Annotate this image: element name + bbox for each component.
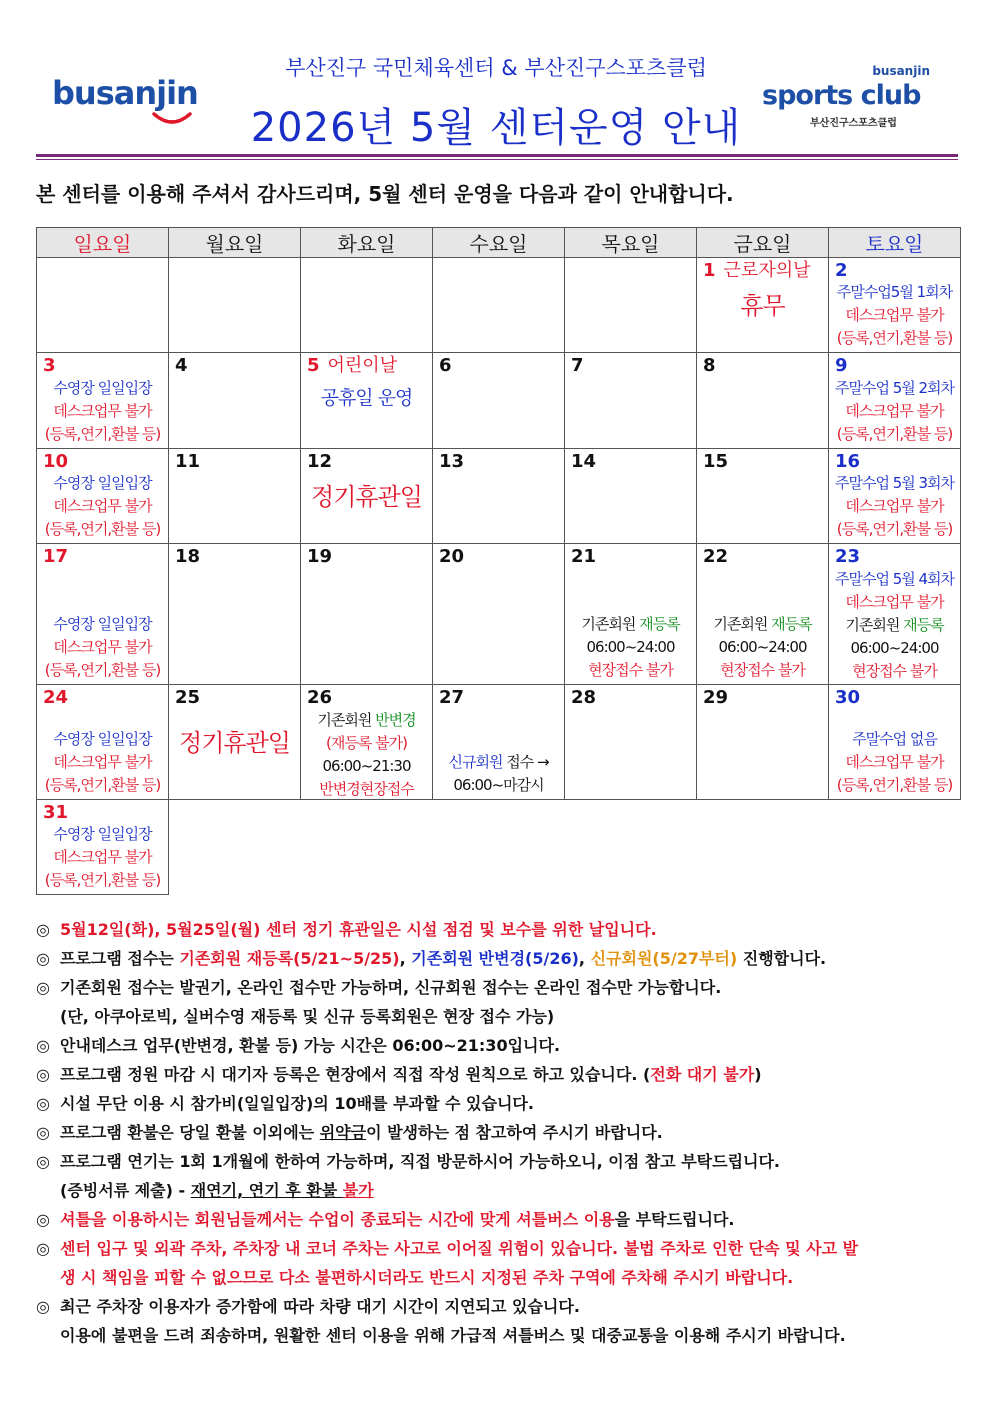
calendar-day-cell bbox=[37, 800, 169, 895]
day-notes bbox=[829, 472, 960, 541]
day-number bbox=[835, 451, 860, 473]
page-header bbox=[0, 0, 992, 160]
notice-text: 전화 대기 불가 bbox=[650, 1065, 755, 1084]
day-number bbox=[439, 451, 464, 473]
day-number-text: 2 bbox=[835, 260, 848, 281]
notice-item bbox=[36, 1176, 966, 1205]
day-note-fragment: 재등록 bbox=[639, 615, 680, 633]
calendar-table bbox=[36, 227, 961, 895]
calendar-day-cell bbox=[301, 258, 433, 353]
day-notes bbox=[37, 377, 168, 446]
calendar-day-cell bbox=[697, 544, 829, 685]
day-note-fragment: 기존회원 bbox=[713, 615, 772, 633]
calendar-day-cell bbox=[37, 353, 169, 449]
day-note-line bbox=[697, 613, 828, 636]
day-note-line: 데스크업무 불가 bbox=[53, 497, 152, 515]
title-divider-thin bbox=[36, 159, 958, 160]
bullet-icon: ◎ bbox=[36, 978, 50, 997]
sportsclub-logo-text: sports club bbox=[762, 80, 921, 111]
notice-text: , bbox=[578, 949, 591, 968]
day-note-line: 데스크업무 불가 bbox=[845, 306, 944, 324]
notice-item bbox=[36, 1234, 966, 1263]
calendar-week-row bbox=[37, 258, 961, 353]
notice-text: 안내데스크 업무(반변경, 환불 등) 가능 시간은 06:00~21:30입니다. bbox=[60, 1036, 561, 1055]
day-notes bbox=[433, 751, 564, 797]
day-note-line: 주말수업 5월 4회차 bbox=[834, 570, 955, 588]
day-note-line: 데스크업무 불가 bbox=[845, 593, 944, 611]
notice-text: 최근 주차장 이용자가 증가함에 따라 차량 대기 시간이 지연되고 있습니다. bbox=[60, 1297, 580, 1316]
day-note-fragment: 재등록 bbox=[903, 616, 944, 634]
calendar-week-row bbox=[37, 685, 961, 800]
day-note-line: 주말수업5월 1회차 bbox=[836, 283, 953, 301]
calendar-day-cell bbox=[565, 258, 697, 353]
intro-text: 본 센터를 이용해 주셔서 감사드리며, 5월 센터 운영을 다음과 같이 안내합니다. bbox=[36, 182, 734, 206]
calendar-day-cell bbox=[829, 685, 961, 800]
day-note-line: (등록,연기,환불 등) bbox=[836, 425, 953, 443]
notice-list bbox=[36, 915, 966, 1350]
day-number bbox=[43, 451, 68, 473]
day-number-text: 28 bbox=[571, 687, 597, 708]
page-title: 2026년 5월 센터운영 안내 bbox=[250, 105, 742, 151]
notice-text: 프로그램 접수는 bbox=[60, 949, 180, 968]
notice-item bbox=[36, 944, 966, 973]
calendar-day-cell bbox=[301, 685, 433, 800]
notice-item bbox=[36, 1292, 966, 1321]
notice-text: 위약금 bbox=[319, 1123, 367, 1142]
day-notes bbox=[697, 291, 828, 321]
day-note-line: 06:00~24:00 bbox=[850, 639, 939, 657]
day-number-text: 9 bbox=[835, 355, 848, 376]
day-number-text: 22 bbox=[703, 546, 729, 567]
day-number-text: 10 bbox=[43, 451, 69, 472]
title-divider bbox=[36, 154, 958, 157]
day-notes bbox=[37, 472, 168, 541]
calendar-day-cell bbox=[37, 685, 169, 800]
day-notes bbox=[829, 568, 960, 683]
notice-text: ) bbox=[754, 1065, 762, 1084]
day-note-fragment: 반변경 bbox=[375, 711, 416, 729]
day-number-text: 6 bbox=[439, 355, 452, 376]
sportsclub-logo bbox=[762, 64, 942, 130]
day-number-text: 1 bbox=[703, 260, 716, 281]
bullet-icon: ◎ bbox=[36, 1065, 50, 1084]
day-number-text: 18 bbox=[175, 546, 201, 567]
notice-text: 5월12일(화), 5월25일(월) 센터 정기 휴관일은 시설 점검 및 보수를 위한 날입니다. bbox=[60, 920, 657, 939]
notice-item bbox=[36, 1118, 966, 1147]
day-number bbox=[703, 355, 716, 377]
calendar-body bbox=[37, 258, 961, 895]
sportsclub-logo-small: busanjin bbox=[872, 64, 930, 78]
day-note-line: 데스크업무 불가 bbox=[845, 402, 944, 420]
weekday-header: 금요일 bbox=[697, 228, 829, 258]
day-note-line: 데스크업무 불가 bbox=[53, 638, 152, 656]
calendar-day-cell bbox=[37, 258, 169, 353]
day-note-line: 수영장 일일입장 bbox=[53, 615, 152, 633]
day-note-fragment: 재등록 bbox=[771, 615, 812, 633]
day-note-line: (등록,연기,환불 등) bbox=[836, 329, 953, 347]
calendar-week-row bbox=[37, 544, 961, 685]
day-number bbox=[43, 546, 68, 568]
calendar-day-cell bbox=[697, 685, 829, 800]
day-number bbox=[835, 260, 848, 282]
calendar-day-cell bbox=[565, 353, 697, 449]
day-number bbox=[43, 687, 68, 709]
calendar-day-cell bbox=[829, 353, 961, 449]
day-note-line: (등록,연기,환불 등) bbox=[836, 776, 953, 794]
day-number bbox=[571, 451, 596, 473]
day-note-line: (등록,연기,환불 등) bbox=[44, 776, 161, 794]
day-note-line: 반변경현장접수 bbox=[319, 780, 414, 798]
notice-item bbox=[36, 1089, 966, 1118]
day-note-line: 06:00~24:00 bbox=[586, 638, 675, 656]
day-note-line: (등록,연기,환불 등) bbox=[44, 661, 161, 679]
notice-text: 신규회원(5/27부터) bbox=[590, 949, 738, 968]
calendar-empty-cell bbox=[169, 800, 301, 895]
notice-text: 센터 입구 및 외곽 주차, 주차장 내 코너 주차는 사고로 이어질 위험이 있습니다. 불법 주차로 인한 단속 및 사고 발 bbox=[60, 1239, 859, 1258]
day-notes bbox=[697, 613, 828, 682]
day-number-text: 5 bbox=[307, 355, 320, 376]
day-number bbox=[175, 546, 200, 568]
calendar-day-cell bbox=[829, 544, 961, 685]
day-notes bbox=[565, 613, 696, 682]
day-number bbox=[703, 687, 728, 709]
notice-text: 불가 bbox=[342, 1181, 374, 1200]
bullet-icon: ◎ bbox=[36, 1123, 50, 1142]
calendar-day-cell bbox=[697, 258, 829, 353]
day-note-line bbox=[301, 709, 432, 732]
day-note-line: 데스크업무 불가 bbox=[53, 753, 152, 771]
bullet-icon: ◎ bbox=[36, 1210, 50, 1229]
day-notes bbox=[829, 728, 960, 797]
bullet-icon: ◎ bbox=[36, 1036, 50, 1055]
notice-text: 재연기, 연기 후 환불 bbox=[190, 1181, 343, 1200]
day-note-line: 정기휴관일 bbox=[179, 729, 290, 757]
notice-text: 기존회원 반변경(5/26) bbox=[411, 949, 579, 968]
calendar-day-cell bbox=[565, 544, 697, 685]
day-notes bbox=[301, 482, 432, 512]
day-note-line: 수영장 일일입장 bbox=[53, 730, 152, 748]
weekday-header: 화요일 bbox=[301, 228, 433, 258]
day-number-text: 31 bbox=[43, 802, 69, 823]
day-number bbox=[43, 355, 56, 377]
day-number-text: 23 bbox=[835, 546, 861, 567]
day-number-text: 17 bbox=[43, 546, 69, 567]
day-number-text: 15 bbox=[703, 451, 729, 472]
calendar-empty-cell bbox=[829, 800, 961, 895]
day-note-line: 정기휴관일 bbox=[311, 483, 422, 511]
day-number bbox=[703, 546, 728, 568]
day-number-text: 26 bbox=[307, 687, 333, 708]
day-number bbox=[439, 687, 464, 709]
day-number-text: 24 bbox=[43, 687, 69, 708]
day-note-line: 수영장 일일입장 bbox=[53, 379, 152, 397]
notice-text: (증빙서류 제출) - bbox=[60, 1181, 191, 1200]
day-notes bbox=[829, 281, 960, 350]
day-number-text: 3 bbox=[43, 355, 56, 376]
calendar-day-cell bbox=[301, 449, 433, 544]
calendar-day-cell bbox=[433, 544, 565, 685]
sportsclub-logo-kr: 부산진구스포츠클럽 bbox=[810, 118, 897, 129]
notice-text: 진행합니다. bbox=[737, 949, 827, 968]
calendar-day-cell bbox=[301, 544, 433, 685]
notice-item bbox=[36, 1205, 966, 1234]
bullet-icon: ◎ bbox=[36, 949, 50, 968]
bullet-icon: ◎ bbox=[36, 1094, 50, 1113]
bullet-icon: ◎ bbox=[36, 1239, 50, 1258]
weekday-header-row bbox=[37, 228, 961, 258]
calendar-day-cell bbox=[433, 685, 565, 800]
day-number bbox=[703, 451, 728, 473]
day-note-line: 06:00~21:30 bbox=[322, 757, 411, 775]
notice-text: , bbox=[399, 949, 412, 968]
day-number-text: 12 bbox=[307, 451, 333, 472]
calendar-day-cell bbox=[829, 449, 961, 544]
day-note-line: 주말수업 5월 2회차 bbox=[834, 379, 955, 397]
day-number-text: 21 bbox=[571, 546, 597, 567]
day-number bbox=[439, 546, 464, 568]
notice-item bbox=[36, 1263, 966, 1292]
day-number bbox=[571, 355, 584, 377]
calendar-empty-cell bbox=[697, 800, 829, 895]
day-number-text: 27 bbox=[439, 687, 465, 708]
calendar-day-cell bbox=[433, 258, 565, 353]
day-note-fragment: 기존회원 bbox=[581, 615, 640, 633]
notice-text: 프로그램 환불은 당일 환불 이외에는 bbox=[60, 1123, 320, 1142]
weekday-header: 수요일 bbox=[433, 228, 565, 258]
notice-item bbox=[36, 1060, 966, 1089]
day-number-text: 29 bbox=[703, 687, 729, 708]
notice-text: 이용에 불편을 드려 죄송하며, 원활한 센터 이용을 위해 가급적 셔틀버스 및 대중교통을 이용해 주시기 바랍니다. bbox=[60, 1326, 846, 1345]
day-number-text: 13 bbox=[439, 451, 465, 472]
day-number-text: 4 bbox=[175, 355, 188, 376]
day-number bbox=[175, 451, 200, 473]
calendar-day-cell bbox=[169, 258, 301, 353]
calendar-day-cell bbox=[169, 544, 301, 685]
day-notes bbox=[37, 823, 168, 892]
notice-text: 생 시 책임을 피할 수 없으므로 다소 불편하시더라도 반드시 지정된 주차 구역에 주차해 주시기 바랍니다. bbox=[60, 1268, 794, 1287]
day-number bbox=[43, 802, 68, 824]
day-note-line: 현장접수 불가 bbox=[588, 661, 673, 679]
day-number bbox=[307, 546, 332, 568]
day-number-text: 30 bbox=[835, 687, 861, 708]
day-note-fragment: 기존회원 bbox=[317, 711, 376, 729]
calendar-empty-cell bbox=[433, 800, 565, 895]
day-note-line: 주말수업 없음 bbox=[852, 730, 937, 748]
weekday-header: 목요일 bbox=[565, 228, 697, 258]
day-number bbox=[175, 355, 188, 377]
notice-text: 시설 무단 이용 시 참가비(일일입장)의 10배를 부과할 수 있습니다. bbox=[60, 1094, 534, 1113]
day-note-line: (등록,연기,환불 등) bbox=[836, 520, 953, 538]
notice-item bbox=[36, 1002, 966, 1031]
day-number bbox=[439, 355, 452, 377]
day-note-line: 주말수업 5월 3회차 bbox=[834, 474, 955, 492]
day-note-fragment: 접수 → bbox=[502, 753, 549, 771]
day-note-line bbox=[829, 614, 960, 637]
day-number bbox=[307, 355, 397, 377]
notice-text: 을 부탁드립니다. bbox=[614, 1210, 735, 1229]
notice-text: 프로그램 정원 마감 시 대기자 등록은 현장에서 직접 작성 원칙으로 하고 있습니다. ( bbox=[60, 1065, 651, 1084]
notice-text: (단, 아쿠아로빅, 실버수영 재등록 및 신규 등록회원은 현장 접수 가능) bbox=[60, 1007, 555, 1026]
day-note-fragment: 신규회원 bbox=[448, 753, 503, 771]
bullet-icon: ◎ bbox=[36, 1152, 50, 1171]
calendar-day-cell bbox=[37, 544, 169, 685]
calendar-day-cell bbox=[697, 449, 829, 544]
day-number-text: 14 bbox=[571, 451, 597, 472]
day-number bbox=[175, 687, 200, 709]
day-note-line bbox=[433, 751, 564, 774]
day-number-text: 25 bbox=[175, 687, 201, 708]
day-notes bbox=[169, 728, 300, 758]
day-note-line: 휴무 bbox=[740, 292, 785, 320]
day-note-line: (재등록 불가) bbox=[326, 734, 407, 752]
day-notes bbox=[829, 377, 960, 446]
day-number-text: 19 bbox=[307, 546, 333, 567]
calendar-day-cell bbox=[301, 353, 433, 449]
calendar-day-cell bbox=[565, 685, 697, 800]
calendar-week-row bbox=[37, 353, 961, 449]
calendar-week-row bbox=[37, 449, 961, 544]
notice-item bbox=[36, 915, 966, 944]
day-number-text: 7 bbox=[571, 355, 584, 376]
day-note-line: (등록,연기,환불 등) bbox=[44, 871, 161, 889]
calendar-day-cell bbox=[169, 685, 301, 800]
day-number bbox=[571, 687, 596, 709]
calendar-empty-cell bbox=[301, 800, 433, 895]
page-subtitle: 부산진구 국민체육센터 & 부산진구스포츠클럽 bbox=[285, 56, 707, 80]
notice-item bbox=[36, 1031, 966, 1060]
notice-text: 셔틀을 이용하시는 회원님들께서는 수업이 종료되는 시간에 맞게 셔틀버스 이용 bbox=[60, 1210, 615, 1229]
day-note-line: 데스크업무 불가 bbox=[53, 848, 152, 866]
day-notes bbox=[301, 387, 432, 410]
calendar-day-cell bbox=[829, 258, 961, 353]
calendar-day-cell bbox=[697, 353, 829, 449]
day-note-line: (등록,연기,환불 등) bbox=[44, 520, 161, 538]
calendar-day-cell bbox=[169, 353, 301, 449]
day-number bbox=[835, 355, 848, 377]
calendar-day-cell bbox=[565, 449, 697, 544]
calendar-day-cell bbox=[169, 449, 301, 544]
holiday-label: 근로자의날 bbox=[723, 260, 811, 281]
notice-item bbox=[36, 1321, 966, 1350]
day-note-line: 데스크업무 불가 bbox=[53, 402, 152, 420]
day-number bbox=[571, 546, 596, 568]
day-number bbox=[835, 687, 860, 709]
day-number-text: 20 bbox=[439, 546, 465, 567]
day-note-line: 데스크업무 불가 bbox=[845, 753, 944, 771]
notice-text: 기존회원 재등록(5/21~5/25) bbox=[179, 949, 400, 968]
day-notes bbox=[37, 728, 168, 797]
day-note-line: 06:00~24:00 bbox=[718, 638, 807, 656]
day-note-fragment: 기존회원 bbox=[845, 616, 904, 634]
day-note-line: 06:00~마감시 bbox=[453, 776, 544, 794]
day-note-line: 수영장 일일입장 bbox=[53, 825, 152, 843]
day-note-line: 공휴일 운영 bbox=[320, 386, 413, 409]
day-note-line: (등록,연기,환불 등) bbox=[44, 425, 161, 443]
bullet-icon: ◎ bbox=[36, 1297, 50, 1316]
day-number bbox=[835, 546, 860, 568]
day-note-line: 데스크업무 불가 bbox=[845, 497, 944, 515]
day-number bbox=[703, 260, 810, 282]
day-note-line bbox=[565, 613, 696, 636]
day-number bbox=[307, 451, 332, 473]
notice-text: 이 발생하는 점 참고하여 주시기 바랍니다. bbox=[366, 1123, 663, 1142]
weekday-header: 일요일 bbox=[37, 228, 169, 258]
day-note-line: 현장접수 불가 bbox=[852, 662, 937, 680]
day-note-line: 수영장 일일입장 bbox=[53, 474, 152, 492]
busanjin-logo-text: busanjin bbox=[52, 74, 198, 112]
holiday-label: 어린이날 bbox=[327, 355, 398, 376]
notice-text: 프로그램 연기는 1회 1개월에 한하여 가능하며, 직접 방문하시어 가능하오니, 이점 참고 부탁드립니다. bbox=[60, 1152, 781, 1171]
day-number-text: 16 bbox=[835, 451, 861, 472]
notice-item bbox=[36, 973, 966, 1002]
day-number bbox=[307, 687, 332, 709]
notice-item bbox=[36, 1147, 966, 1176]
day-number-text: 11 bbox=[175, 451, 201, 472]
calendar-day-cell bbox=[433, 353, 565, 449]
day-notes bbox=[37, 613, 168, 682]
calendar-day-cell bbox=[37, 449, 169, 544]
calendar-day-cell bbox=[433, 449, 565, 544]
weekday-header: 토요일 bbox=[829, 228, 961, 258]
calendar-empty-cell bbox=[565, 800, 697, 895]
notice-text: 기존회원 접수는 발권기, 온라인 접수만 가능하며, 신규회원 접수는 온라인 접수만 가능합니다. bbox=[60, 978, 722, 997]
weekday-header: 월요일 bbox=[169, 228, 301, 258]
bullet-icon: ◎ bbox=[36, 920, 50, 939]
day-notes bbox=[301, 709, 432, 801]
calendar-week-row bbox=[37, 800, 961, 895]
day-number-text: 8 bbox=[703, 355, 716, 376]
day-note-line: 현장접수 불가 bbox=[720, 661, 805, 679]
